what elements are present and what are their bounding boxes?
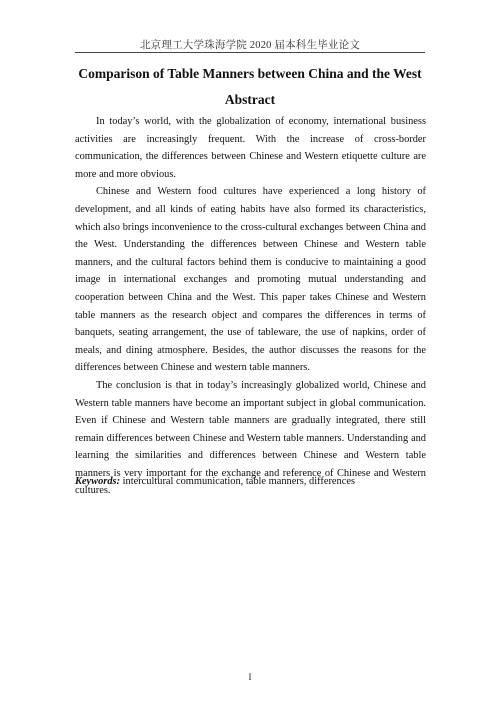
abstract-paragraph-3: The conclusion is that in today’s increasingly globalized world, Chinese and Western table manners have become an important subject in global communication. Even if Chinese and Western table manners are gradually integrated, there still remain differences between Chinese and Western table manners. Understanding and learning the similarities and differences between Chinese and Western table manners is very important for the exchange and reference of Chinese and Western cultures.: [75, 379, 426, 497]
paper-title: Comparison of Table Manners between China and the West: [78, 66, 422, 81]
page-number: I: [248, 672, 252, 682]
abstract-paragraph-2: Chinese and Western food cultures have experienced a long history of development, and all kinds of eating habits have also formed its characteristics, which also brings inconvenience to the cross-cultural exchanges between China and the West. Understanding the differences between Chinese and Western table manners, and the cultural factors behind them is conducive to maintaining a good image in international exchanges and promoting mutual understanding and cooperation between China and the West. This paper takes Chinese and Western table manners as the research object and compares the differences in terms of banquets, seating arrangement, the use of tableware, the use of napkins, order of meals, and dining atmosphere. Besides, the author discusses the reasons for the differences between Chinese and western table manners.: [75, 186, 426, 374]
abstract-heading: Abstract: [224, 92, 276, 107]
keywords-text: intercultural communication, table manners, differences: [120, 476, 355, 487]
keywords-label: Keywords:: [75, 476, 121, 487]
abstract-body: [75, 113, 426, 500]
abstract-paragraph-1: In today’s world, with the globalization of economy, international business activities are increasingly frequent. With the increase of cross-border communication, the differences between Chinese and Western etiquette culture are more and more obvious.: [75, 116, 426, 180]
keywords-line: [75, 474, 426, 490]
running-header: 北京理工大学珠海学院 2020 届本科生毕业论文: [139, 40, 361, 51]
header-rule: [75, 52, 425, 53]
